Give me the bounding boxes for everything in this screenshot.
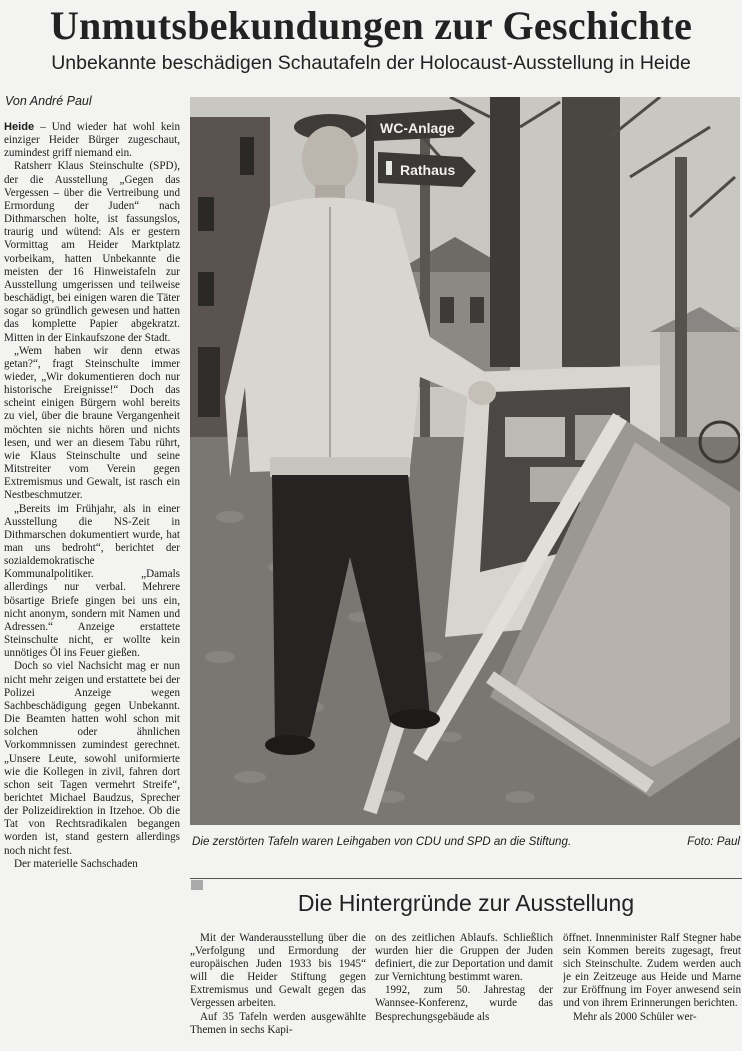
- photo-illustration: [190, 97, 740, 825]
- sign-rathaus: [378, 152, 476, 187]
- sign-rathaus-label: Rathaus: [400, 162, 456, 178]
- sidebar-title: Die Hintergründe zur Ausstellung: [297, 890, 635, 916]
- photo-tree: [490, 97, 520, 367]
- photo-caption: [192, 835, 740, 848]
- body-paragraph: Der materielle Sachschaden: [14, 857, 138, 870]
- article-body: [4, 121, 180, 1051]
- sidebar-paragraph: 1992, zum 50. Jahrestag der Wannsee-Konferenz, wurde das Besprechungsgebäude als: [375, 984, 553, 1023]
- sidebar-paragraph: Auf 35 Tafeln werden ausgewählte Themen in sechs Kapi-: [190, 1010, 366, 1036]
- body-paragraph: „Wem haben wir denn etwas getan?“, fragt Steinschulte immer wieder, „Wir dokumentieren doch nur historische Ereignisse!“ Doch das scheint einigen Bürgern wohl bereits zu viel, über die braune Vergangenheit möchten sie nichts hören und nichts lesen, und wer an diesem Tabu rührt, wie Klaus Steinschulte und seine Mitstreiter vom Verein gegen Extremismus und Gewalt, ist rasch ein Nestbeschmutzer.: [4, 344, 180, 502]
- sign-wc-label: WC-Anlage: [380, 120, 455, 136]
- sidebar-marker: [191, 880, 203, 890]
- sidebar-paragraph: öffnet. Innenminister Ralf Stegner habe sein Kommen bereits zugesagt, freut sich Steinschulte. Zudem werden auch je ein Zeitzeuge aus Heide und Marne zur Eröffnung im Foyer anwesend sein und von ihrem Erinnerungen berichten.: [563, 932, 741, 1010]
- sidebar-column-1: [190, 932, 366, 1051]
- body-paragraph: Ratsherr Klaus Steinschulte (SPD), der die Ausstellung „Gegen das Vergessen – über die Vertreibung und Ermordung der Juden“ nach Dithmarschen holte, ist fassungslos, traurig und wütend: Als er gestern Vormittag am Heider Marktplatz vorbeikam, hatten Unbekannte die meisten der 16 Hinweistafeln zur Ausstellung umgerissen und teilweise beschädigt, bei einigen waren die Täter sogar so gründlich gewesen und hatten das komplette Papier abgekratzt. Mitten in der Einkaufszone der Stadt.: [4, 160, 180, 344]
- lead-place: Heide: [4, 121, 35, 133]
- sidebar-column-2: [375, 932, 553, 1051]
- news-photo: [190, 97, 740, 825]
- headline: Unmutsbekundungen zur Geschichte: [49, 3, 693, 48]
- sidebar-rule: [190, 878, 742, 879]
- lead-paragraph: [4, 121, 180, 160]
- byline: Von André Paul: [5, 94, 92, 108]
- body-paragraph: Doch so viel Nachsicht mag er nun nicht mehr zeigen und erstattete bei der Polizei Anzeige wegen Sachbeschädigung gegen Unbekannt. Die Beamten hatten wohl schon mit solchen oder ähnlichen Vorkommnissen zumindest gerechnet. „Unsere Leute, sowohl uniformierte wie die Kollegen in zivil, fahren dort schon seit Tagen vermehrt Streife“, berichtet Michael Baudzus, Sprecher der Polizeidirektion in Itzehoe. Ob die Tat von Rechtsradikalen begangen worden ist, stand gestern allerdings noch nicht fest.: [4, 660, 180, 857]
- lead-text: – Und wieder hat wohl kein einziger Heider Bürger zugeschaut, zumindest griff niemand ein.: [4, 121, 180, 160]
- photo-credit: Foto: Paul: [687, 835, 740, 848]
- sidebar-paragraph: Mit der Wanderausstellung über die „Verfolgung und Ermordung der europäischen Juden 1933 bis 1945“ will die Heider Stiftung gegen Extremismus und Gewalt gegen das Vergessen arbeiten.: [190, 932, 366, 1010]
- sidebar-paragraph: Mehr als 2000 Schüler wer-: [573, 1010, 697, 1023]
- sidebar-paragraph: on des zeitlichen Ablaufs. Schließlich wurden hier die Gruppen der Juden definiert, die zur Deportation und damit zur Vernichtung bestimmt waren.: [375, 932, 553, 984]
- caption-text: Die zerstörten Tafeln waren Leihgaben von CDU und SPD an die Stiftung.: [192, 835, 572, 848]
- subheadline: Unbekannte beschädigen Schautafeln der Holocaust-Ausstellung in Heide: [51, 52, 691, 74]
- sidebar-column-3: [563, 932, 741, 1051]
- body-paragraph: „Bereits im Frühjahr, als in einer Ausstellung die NS-Zeit in Dithmarschen dokumentiert wurde, hat man uns bedroht“, berichtet der sozialdemokratische Kommunalpolitiker. „Damals allerdings nur verbal. Mehrere bösartige Briefe gingen bei uns ein, nicht anonym, sondern mit Namen und Adressen.“ Anzeige erstattete Steinschulte nicht, er wollte kein unnötiges Öl ins Feuer gießen.: [4, 502, 180, 660]
